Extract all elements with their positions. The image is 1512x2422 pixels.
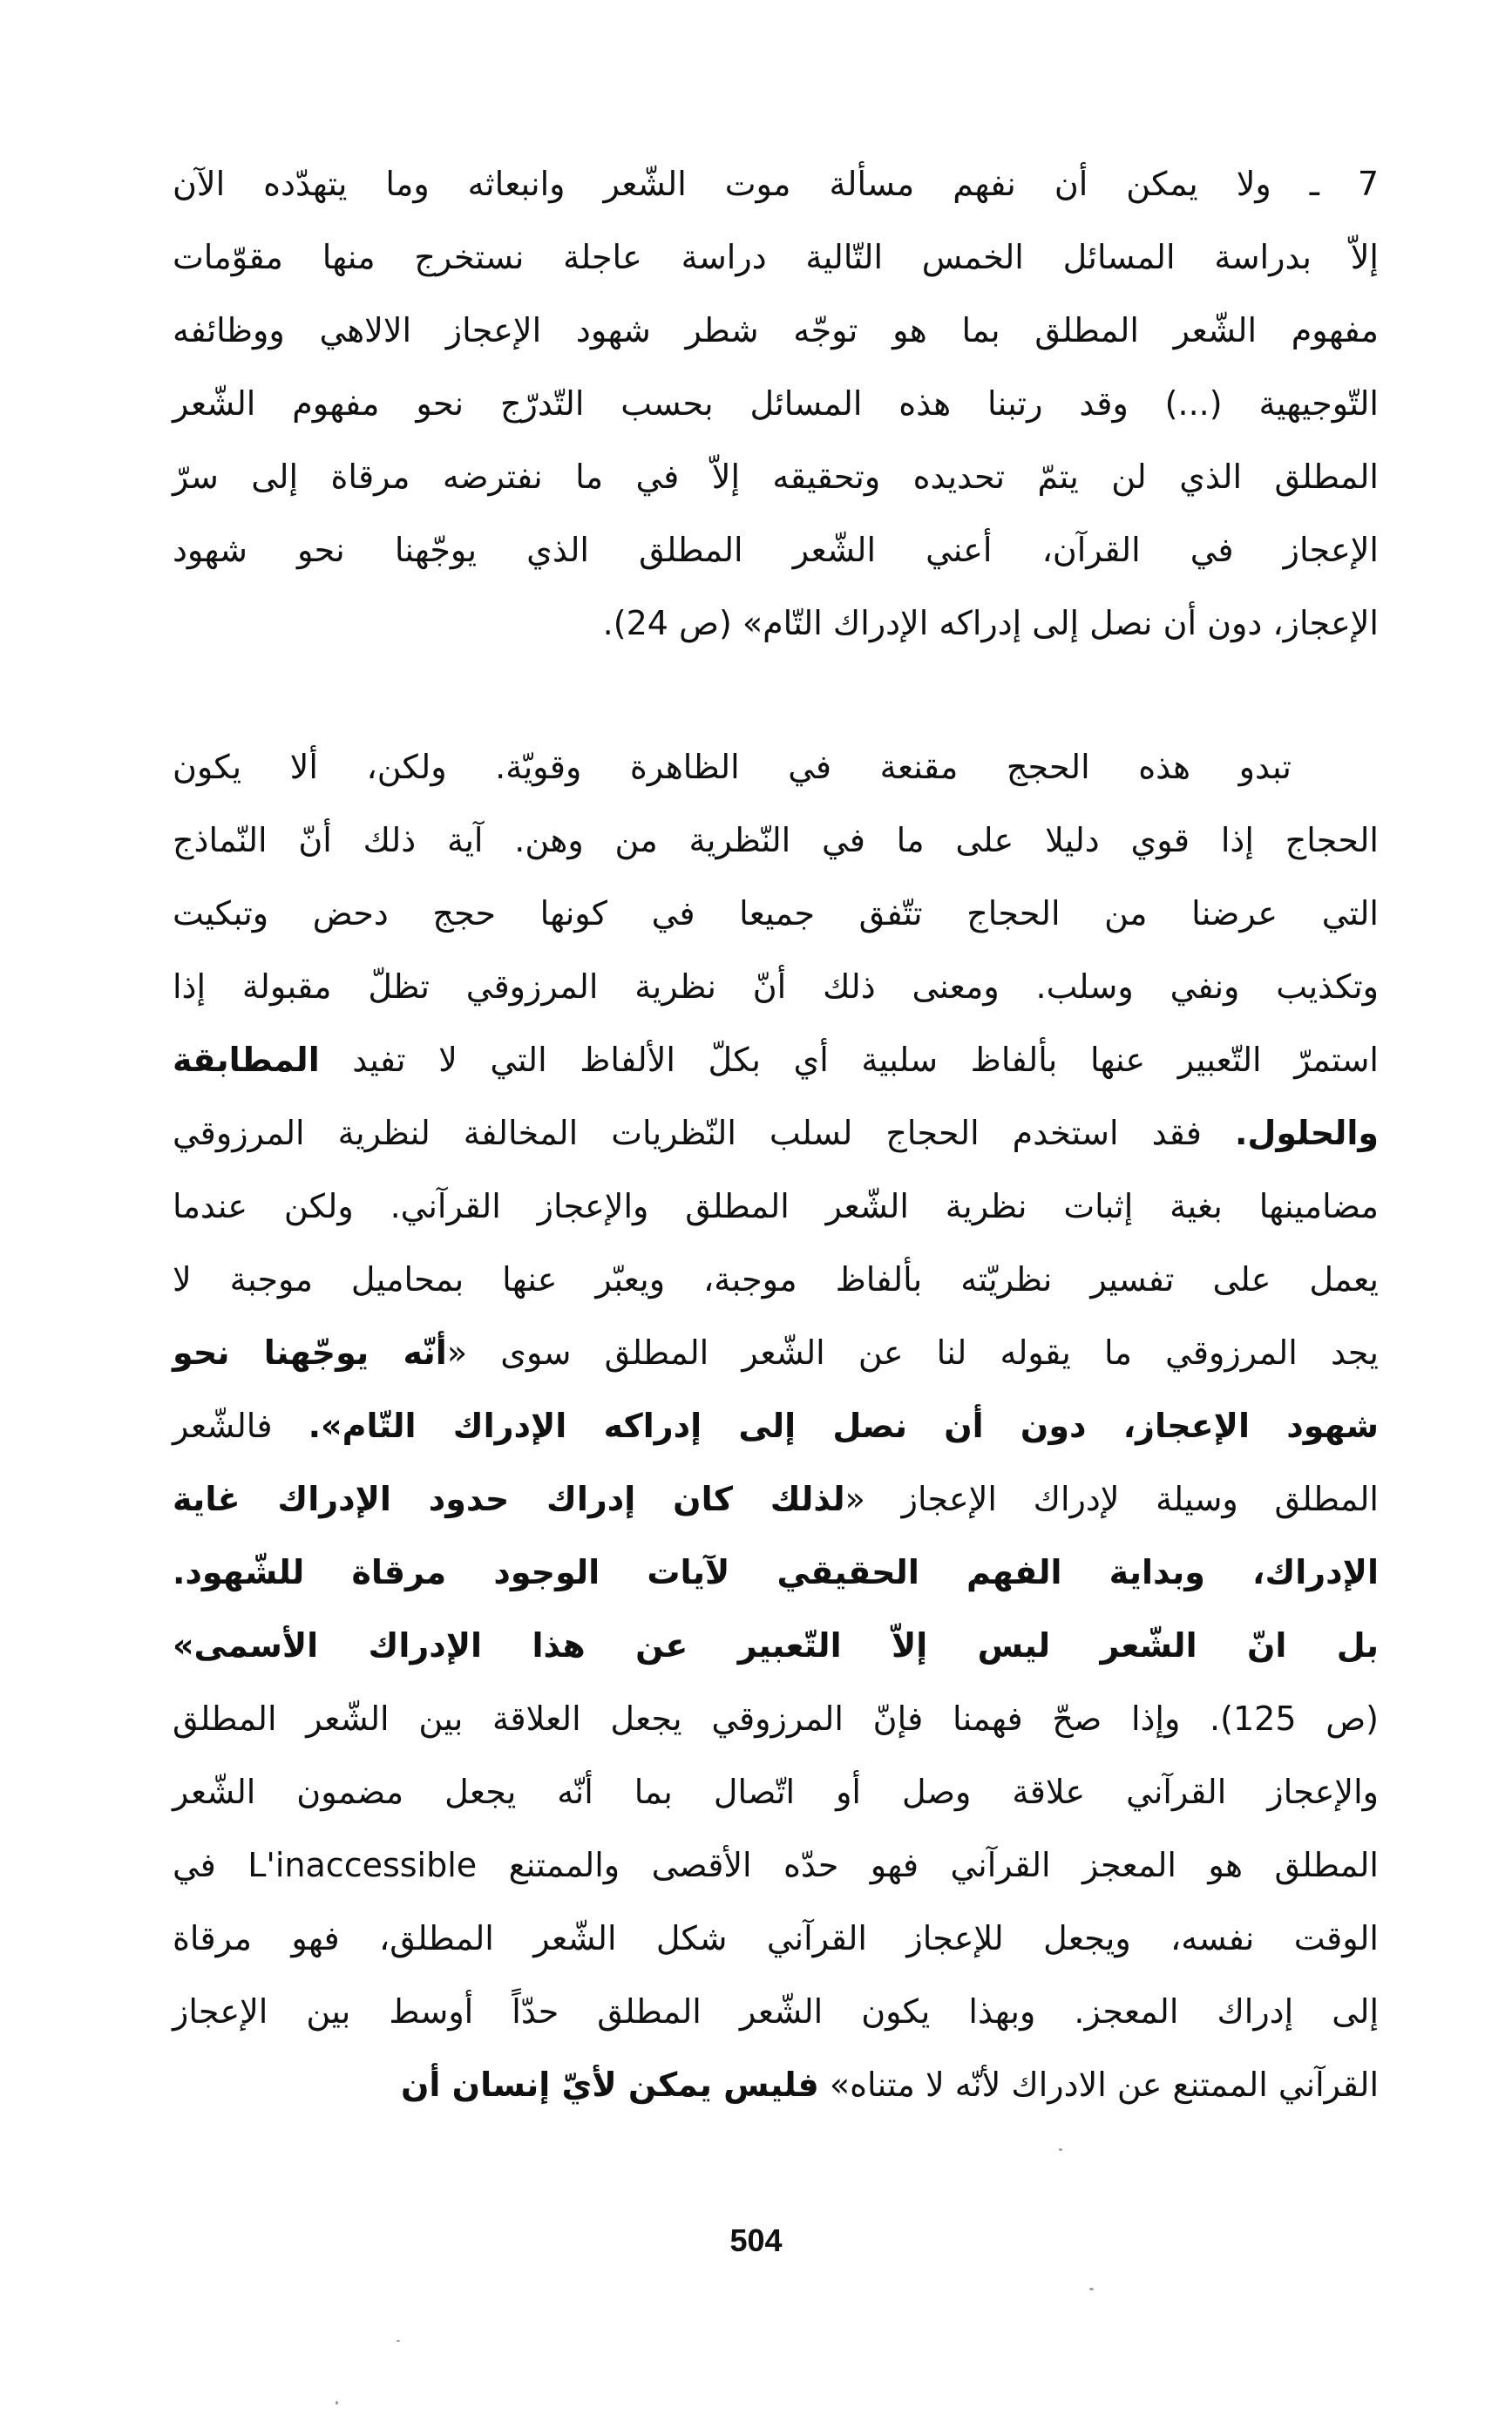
text-segment: يجد المرزوقي ما يقوله لنا عن الشّعر المطلق سوى « — [446, 1333, 1379, 1372]
text-segment: مفهوم الشّعر المطلق بما هو توجّه شطر شهود الإعجاز الالاهي ووظائفه — [173, 311, 1379, 349]
text-line — [173, 1462, 1379, 1536]
text-segment: الحجاج إذا قوي دليلا على ما في النّظرية من وهن. آية ذلك أنّ النّماذج — [173, 821, 1379, 859]
bold-text-segment: المطابقة — [173, 1041, 320, 1079]
text-line — [173, 587, 1379, 660]
text-line — [173, 1316, 1379, 1389]
text-segment: وتكذيب ونفي وسلب. ومعنى ذلك أنّ نظرية المرزوقي تظلّ مقبولة إذا — [173, 967, 1379, 1006]
text-line — [173, 1096, 1379, 1170]
text-line — [173, 220, 1379, 294]
text-segment: المطلق وسيلة لإدراك الإعجاز « — [844, 1480, 1379, 1518]
text-line — [173, 1389, 1379, 1462]
text-segment: يعمل على تفسير نظريّته بألفاظ موجبة، ويعبّر عنها بمحاميل موجبة لا — [173, 1260, 1379, 1299]
text-line — [173, 1828, 1379, 1902]
text-line — [173, 1975, 1379, 2048]
text-line — [173, 1243, 1379, 1316]
bold-text-segment: أنّه يوجّهنا نحو — [173, 1333, 447, 1372]
text-segment: التي عرضنا من الحجاج تتّفق جميعا في كونها حجج دحض وتبكيت — [173, 894, 1379, 933]
text-segment: الوقت نفسه، ويجعل للإعجاز القرآني شكل الشّعر المطلق، فهو مرقاة — [173, 1919, 1379, 1957]
text-segment: المطلق هو المعجز القرآني فهو حدّه الأقصى والممتنع L'inaccessible في — [173, 1846, 1379, 1884]
page-number: 504 — [729, 2222, 783, 2258]
text-segment: (ص 125). وإذا صحّ فهمنا فإنّ المرزوقي يجعل العلاقة بين الشّعر المطلق — [173, 1699, 1379, 1738]
text-line — [173, 1609, 1379, 1682]
bold-text-segment: والحلول. — [1234, 1114, 1379, 1152]
text-segment: الإعجاز في القرآن، أعني الشّعر المطلق الذي يوجّهنا نحو شهود — [173, 531, 1379, 569]
text-segment: المطلق الذي لن يتمّ تحديده وتحقيقه إلاّ في ما نفترضه مرقاة إلى سرّ — [173, 458, 1379, 496]
scan-speck — [397, 2340, 400, 2342]
text-line — [173, 804, 1379, 877]
text-segment: فقد استخدم الحجاج لسلب النّظريات المخالفة لنظرية المرزوقي — [173, 1114, 1235, 1152]
paragraph-body — [173, 730, 1379, 2121]
text-segment: الإعجاز، دون أن نصل إلى إدراكه الإدراك التّام» (ص 24). — [602, 604, 1379, 642]
text-segment: القرآني الممتنع عن الادراك لأنّه لا متناه» — [818, 2066, 1379, 2104]
text-line — [173, 730, 1379, 804]
text-line — [173, 2048, 1379, 2121]
paragraph-quote — [173, 147, 1379, 660]
text-line — [173, 147, 1379, 220]
text-line — [173, 294, 1379, 367]
text-segment: مضامينها بغية إثبات نظرية الشّعر المطلق والإعجاز القرآني. ولكن عندما — [173, 1187, 1379, 1225]
bold-text-segment: لذلك كان إدراك حدود الإدراك غاية — [173, 1480, 845, 1518]
text-segment: فالشّعر — [173, 1407, 309, 1445]
text-segment: التّوجيهية (...) وقد رتبنا هذه المسائل بحسب التّدرّج نحو مفهوم الشّعر — [173, 384, 1379, 423]
text-line — [173, 367, 1379, 440]
text-segment: تبدو هذه الحجج مقنعة في الظاهرة وقويّة. ولكن، ألا يكون — [173, 748, 1292, 786]
text-segment: إلى إدراك المعجز. وبهذا يكون الشّعر المطلق حدّاً أوسط بين الإعجاز — [173, 1992, 1379, 2031]
text-line — [173, 1170, 1379, 1243]
text-line — [173, 1023, 1379, 1096]
text-segment: والإعجاز القرآني علاقة وصل أو اتّصال بما أنّه يجعل مضمون الشّعر — [173, 1773, 1379, 1811]
text-line — [173, 1682, 1379, 1755]
bold-text-segment: شهود الإعجاز، دون أن نصل إلى إدراكه الإدراك التّام». — [308, 1407, 1379, 1445]
text-segment: إلاّ بدراسة المسائل الخمس التّالية دراسة عاجلة نستخرج منها مقوّمات — [173, 238, 1379, 276]
text-segment: استمرّ التّعبير عنها بألفاظ سلبية أي بكلّ الألفاظ التي لا تفيد — [319, 1041, 1379, 1079]
text-line — [173, 1755, 1379, 1828]
text-line — [173, 950, 1379, 1023]
text-segment: 7 ـ ولا يمكن أن نفهم مسألة موت الشّعر وانبعاثه وما يتهدّده الآن — [173, 165, 1379, 203]
text-line — [173, 1902, 1379, 1975]
text-line — [173, 1536, 1379, 1609]
bold-text-segment: بل انّ الشّعر ليس إلاّ التّعبير عن هذا الإدراك الأسمى» — [173, 1626, 1379, 1665]
scan-speck — [1089, 2288, 1094, 2290]
bold-text-segment: الإدراك، وبداية الفهم الحقيقي لآيات الوجود مرقاة للشّهود. — [173, 1553, 1379, 1591]
scan-speck — [336, 2401, 338, 2405]
text-line — [173, 513, 1379, 587]
bold-text-segment: فليس يمكن لأيّ إنسان أن — [400, 2066, 819, 2104]
text-line — [173, 440, 1379, 513]
text-line — [173, 877, 1379, 950]
scan-speck — [1059, 2148, 1062, 2151]
